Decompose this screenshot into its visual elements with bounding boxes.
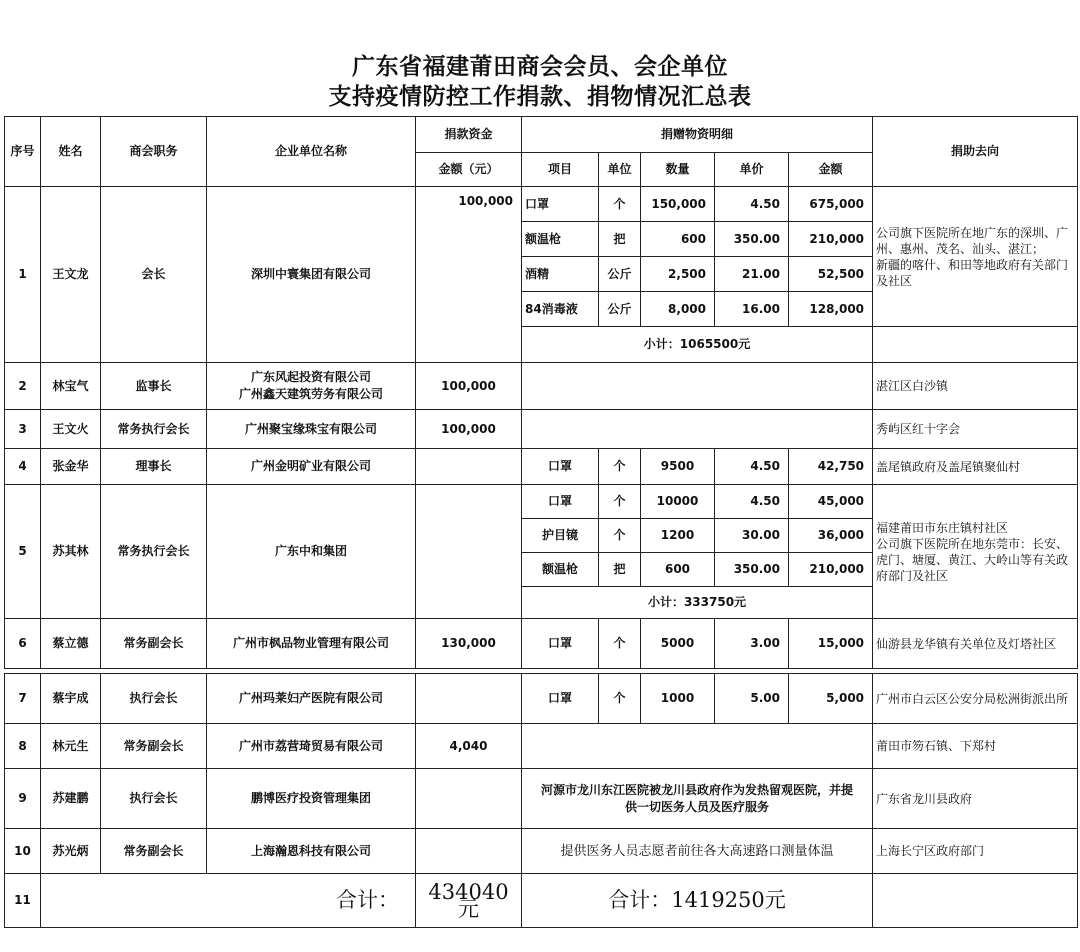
- cell-qty: 2,500: [641, 257, 715, 292]
- cell-empty: [873, 874, 1078, 928]
- cell-unit: 个: [599, 485, 641, 519]
- table-row: [5, 674, 1078, 724]
- cell-amount: 45,000: [789, 485, 873, 519]
- cell-unit: 个: [599, 619, 641, 669]
- table-row: [5, 485, 1078, 519]
- cell-fund: 100,000: [416, 363, 522, 410]
- cell-fund: 130,000: [416, 619, 522, 669]
- cell-company: 广州聚宝缘珠宝有限公司: [207, 410, 416, 449]
- cell-amount: 128,000: [789, 292, 873, 327]
- header-amount: 金额: [789, 153, 873, 187]
- cell-role: 常务执行会长: [101, 410, 207, 449]
- cell-price: 350.00: [715, 553, 789, 587]
- cell-seq: 5: [5, 485, 41, 619]
- total-label: 合计：: [41, 874, 416, 928]
- cell-qty: 150,000: [641, 187, 715, 222]
- cell-unit: 个: [599, 449, 641, 485]
- cell-item: 额温枪: [522, 553, 599, 587]
- cell-fund-empty: [416, 674, 522, 724]
- header-fund-amount: 金额（元）: [416, 153, 522, 187]
- table-row: [5, 724, 1078, 769]
- cell-dest: 上海长宁区政府部门: [873, 829, 1078, 874]
- cell-role: 监事长: [101, 363, 207, 410]
- header-name: 姓名: [41, 117, 101, 187]
- cell-role: 执行会长: [101, 769, 207, 829]
- cell-item: 口罩: [522, 485, 599, 519]
- cell-fund: 100,000: [416, 187, 522, 363]
- header-fund: 捐款资金: [416, 117, 522, 153]
- cell-price: 16.00: [715, 292, 789, 327]
- cell-fund-empty: [416, 485, 522, 619]
- cell-note: 河源市龙川东江医院被龙川县政府作为发热留观医院，并提供一切医务人员及医疗服务: [522, 769, 873, 829]
- cell-price: 21.00: [715, 257, 789, 292]
- cell-role: 执行会长: [101, 674, 207, 724]
- cell-note: 提供医务人员志愿者前往各大高速路口测量体温: [522, 829, 873, 874]
- cell-company: 深圳中寰集团有限公司: [207, 187, 416, 363]
- header-qty: 数量: [641, 153, 715, 187]
- header-price: 单价: [715, 153, 789, 187]
- cell-name: 张金华: [41, 449, 101, 485]
- cell-qty: 600: [641, 222, 715, 257]
- cell-company: 鹏博医疗投资管理集团: [207, 769, 416, 829]
- cell-qty: 1200: [641, 519, 715, 553]
- header-row-1: [5, 117, 1078, 153]
- cell-company: 广州市枫品物业管理有限公司: [207, 619, 416, 669]
- cell-price: 30.00: [715, 519, 789, 553]
- total-fund: 434040元: [416, 874, 522, 928]
- cell-qty: 9500: [641, 449, 715, 485]
- cell-company: 广州玛莱妇产医院有限公司: [207, 674, 416, 724]
- total-row: [5, 874, 1078, 928]
- table-row: [5, 363, 1078, 410]
- company-line-1: 广东风起投资有限公司: [250, 370, 371, 384]
- cell-qty: 10000: [641, 485, 715, 519]
- cell-dest: 莆田市笏石镇、下郑村: [873, 724, 1078, 769]
- header-role: 商会职务: [101, 117, 207, 187]
- cell-name: 苏光炳: [41, 829, 101, 874]
- cell-dest: 公司旗下医院所在地广东的深圳、广州、惠州、茂名、汕头、湛江； 新疆的喀什、和田等地政府有关部门及社区: [873, 187, 1078, 327]
- cell-item: 额温枪: [522, 222, 599, 257]
- cell-unit: 公斤: [599, 257, 641, 292]
- cell-company: 广州金明矿业有限公司: [207, 449, 416, 485]
- cell-amount: 210,000: [789, 222, 873, 257]
- cell-company: 上海瀚恩科技有限公司: [207, 829, 416, 874]
- cell-dest: 福建莆田市东庄镇村社区 公司旗下医院所在地东莞市：长安、虎门、塘厦、黄江、大岭山等有关政府部门及社区: [873, 485, 1078, 619]
- cell-fund: 4,040: [416, 724, 522, 769]
- cell-price: 5.00: [715, 674, 789, 724]
- cell-seq: 9: [5, 769, 41, 829]
- cell-name: 林元生: [41, 724, 101, 769]
- cell-item: 口罩: [522, 674, 599, 724]
- cell-amount: 5,000: [789, 674, 873, 724]
- table-row: [5, 187, 1078, 222]
- cell-unit: 个: [599, 187, 641, 222]
- cell-price: 3.00: [715, 619, 789, 669]
- cell-name: 王文龙: [41, 187, 101, 363]
- cell-dest: 盖尾镇政府及盖尾镇聚仙村: [873, 449, 1078, 485]
- cell-role: 常务副会长: [101, 724, 207, 769]
- cell-company: 广州市荔营琦贸易有限公司: [207, 724, 416, 769]
- cell-seq: 8: [5, 724, 41, 769]
- cell-seq: 7: [5, 674, 41, 724]
- header-company: 企业单位名称: [207, 117, 416, 187]
- cell-dest: 秀屿区红十字会: [873, 410, 1078, 449]
- cell-amount: 15,000: [789, 619, 873, 669]
- cell-company: [207, 363, 416, 410]
- cell-seq: 3: [5, 410, 41, 449]
- cell-amount: 675,000: [789, 187, 873, 222]
- cell-seq: 10: [5, 829, 41, 874]
- cell-subtotal: 小计：1065500元: [522, 327, 873, 363]
- header-goods: 捐赠物资明细: [522, 117, 873, 153]
- cell-dest: 湛江区白沙镇: [873, 363, 1078, 410]
- header-item: 项目: [522, 153, 599, 187]
- cell-price: 4.50: [715, 449, 789, 485]
- cell-qty: 5000: [641, 619, 715, 669]
- table-row: [5, 769, 1078, 829]
- cell-dest: 仙游县龙华镇有关单位及灯塔社区: [873, 619, 1078, 669]
- cell-dest: 广东省龙川县政府: [873, 769, 1078, 829]
- cell-price: 4.50: [715, 187, 789, 222]
- cell-price: 4.50: [715, 485, 789, 519]
- cell-fund-empty: [416, 769, 522, 829]
- cell-fund: 100,000: [416, 410, 522, 449]
- header-seq: 序号: [5, 117, 41, 187]
- cell-name: 蔡宇成: [41, 674, 101, 724]
- cell-role: 常务副会长: [101, 619, 207, 669]
- cell-item: 口罩: [522, 619, 599, 669]
- cell-goods-empty: [522, 410, 873, 449]
- title-line-2: 支持疫情防控工作捐款、捐物情况汇总表: [328, 83, 752, 110]
- cell-empty: [873, 327, 1078, 363]
- cell-role: 常务副会长: [101, 829, 207, 874]
- cell-item: 护目镜: [522, 519, 599, 553]
- cell-unit: 个: [599, 674, 641, 724]
- total-goods: 合计：1419250元: [522, 874, 873, 928]
- cell-qty: 1000: [641, 674, 715, 724]
- cell-amount: 36,000: [789, 519, 873, 553]
- header-unit: 单位: [599, 153, 641, 187]
- cell-goods-empty: [522, 724, 873, 769]
- cell-seq: 2: [5, 363, 41, 410]
- cell-qty: 8,000: [641, 292, 715, 327]
- cell-fund-empty: [416, 829, 522, 874]
- cell-role: 会长: [101, 187, 207, 363]
- cell-seq: 1: [5, 187, 41, 363]
- cell-item: 酒精: [522, 257, 599, 292]
- title-line-1: 广东省福建莆田商会会员、会企单位: [352, 53, 728, 80]
- cell-fund-empty: [416, 449, 522, 485]
- cell-item: 口罩: [522, 187, 599, 222]
- cell-seq: 11: [5, 874, 41, 928]
- table-row: [5, 619, 1078, 669]
- cell-amount: 42,750: [789, 449, 873, 485]
- cell-amount: 210,000: [789, 553, 873, 587]
- cell-price: 350.00: [715, 222, 789, 257]
- cell-name: 林宝气: [41, 363, 101, 410]
- cell-seq: 4: [5, 449, 41, 485]
- table-row: [5, 410, 1078, 449]
- donation-table: [4, 116, 1078, 928]
- table-row: [5, 449, 1078, 485]
- cell-name: 王文火: [41, 410, 101, 449]
- cell-item: 84消毒液: [522, 292, 599, 327]
- cell-unit: 公斤: [599, 292, 641, 327]
- cell-role: 理事长: [101, 449, 207, 485]
- cell-unit: 把: [599, 222, 641, 257]
- cell-dest: 广州市白云区公安分局松洲街派出所: [873, 674, 1078, 724]
- cell-subtotal: 小计：333750元: [522, 587, 873, 619]
- cell-item: 口罩: [522, 449, 599, 485]
- cell-amount: 52,500: [789, 257, 873, 292]
- cell-name: 苏其林: [41, 485, 101, 619]
- header-dest: 捐助去向: [873, 117, 1078, 187]
- cell-name: 苏建鹏: [41, 769, 101, 829]
- cell-name: 蔡立德: [41, 619, 101, 669]
- company-line-2: 广州鑫天建筑劳务有限公司: [238, 387, 383, 401]
- cell-company: 广东中和集团: [207, 485, 416, 619]
- cell-unit: 把: [599, 553, 641, 587]
- cell-seq: 6: [5, 619, 41, 669]
- cell-goods-empty: [522, 363, 873, 410]
- table-row: [5, 829, 1078, 874]
- cell-role: 常务执行会长: [101, 485, 207, 619]
- cell-qty: 600: [641, 553, 715, 587]
- cell-unit: 个: [599, 519, 641, 553]
